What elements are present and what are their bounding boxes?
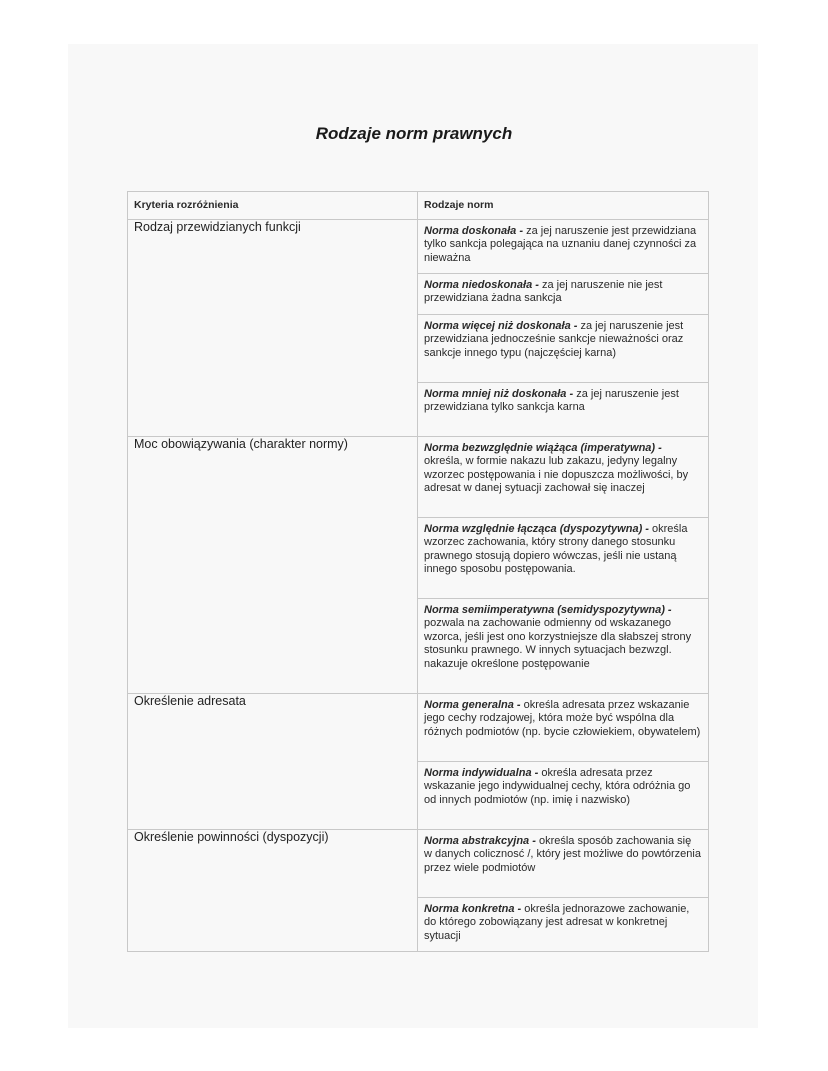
norm-name: Norma bezwzględnie wiążąca (imperatywna) - bbox=[424, 442, 662, 454]
table-row bbox=[128, 437, 709, 518]
criterion-cell: Rodzaj przewidzianych funkcji bbox=[128, 220, 418, 437]
norm-description: za jej naruszenie jest przewidziana jednocześnie sankcje nieważności oraz sankcje innego typu (najczęściej karna) bbox=[424, 320, 684, 359]
norm-cell bbox=[418, 274, 709, 315]
norm-name: Norma mniej niż doskonała - bbox=[424, 388, 574, 400]
norm-name: Norma indywidualna - bbox=[424, 767, 539, 779]
norm-name: Norma abstrakcyjna - bbox=[424, 835, 536, 847]
norm-description: pozwala na zachowanie odmienny od wskazanego wzorca, jeśli jest ono korzystniejsze dla słabszej strony stosunku prawnego. W innych sytuacjach bezwzgl. nakazuje określone postępowanie bbox=[424, 617, 692, 670]
table-row bbox=[128, 220, 709, 274]
norm-cell bbox=[418, 437, 709, 518]
norm-cell bbox=[418, 830, 709, 898]
table-header-row bbox=[128, 192, 709, 220]
criterion-cell: Określenie powinności (dyspozycji) bbox=[128, 830, 418, 952]
norm-description: określa, w formie nakazu lub zakazu, jedyny legalny wzorzec postępowania i nie dopuszcza możliwości, by adresat w danej sytuacji zachował się inaczej bbox=[424, 455, 689, 495]
table-row bbox=[128, 694, 709, 762]
norm-description: określa adresata przez wskazanie jego indywidualnej cechy, która odróżnia go od innych podmiotów (np. imię i nazwisko) bbox=[424, 767, 691, 806]
norm-name: Norma niedoskonała - bbox=[424, 279, 539, 291]
norm-cell bbox=[418, 220, 709, 274]
header-norm-types: Rodzaje norm bbox=[418, 192, 709, 220]
criterion-cell: Moc obowiązywania (charakter normy) bbox=[128, 437, 418, 694]
header-criteria: Kryteria rozróżnienia bbox=[128, 192, 418, 220]
norm-description: określa adresata przez wskazanie jego cechy rodzajowej, która może być wspólna dla różnych podmiotów (np. bycie człowiekiem, obywatelem) bbox=[424, 699, 701, 738]
criterion-cell: Określenie adresata bbox=[128, 694, 418, 830]
norm-cell bbox=[418, 762, 709, 830]
norms-table bbox=[127, 191, 709, 952]
norm-name: Norma generalna - bbox=[424, 699, 521, 711]
norm-cell bbox=[418, 694, 709, 762]
norm-description: za jej naruszenie nie jest przewidziana żadna sankcja bbox=[424, 279, 663, 305]
norm-cell bbox=[418, 518, 709, 599]
norm-cell bbox=[418, 599, 709, 694]
norm-description: za jej naruszenie jest przewidziana tylko sankcja karna bbox=[424, 388, 679, 414]
norm-name: Norma semiimperatywna (semidyspozytywna) - bbox=[424, 604, 672, 616]
norm-name: Norma doskonała - bbox=[424, 225, 524, 237]
norm-cell bbox=[418, 383, 709, 437]
norm-description: określa wzorzec zachowania, który strony danego stosunku prawnego stosują dopiero wówczas, jeśli nie ustaną innego sposobu postępowania. bbox=[424, 523, 688, 576]
norm-name: Norma konkretna - bbox=[424, 903, 522, 915]
table-row bbox=[128, 830, 709, 898]
norm-name: Norma względnie łącząca (dyspozytywna) - bbox=[424, 523, 649, 535]
norm-cell bbox=[418, 315, 709, 383]
norm-cell bbox=[418, 898, 709, 952]
page-title: Rodzaje norm prawnych bbox=[315, 124, 513, 143]
norm-description: określa jednorazowe zachowanie, do którego zobowiązany jest adresat w konkretnej sytuacji bbox=[424, 903, 690, 942]
norm-description: za jej naruszenie jest przewidziana tylko sankcja polegająca na uznaniu danej czynności za nieważna bbox=[424, 225, 697, 264]
norm-name: Norma więcej niż doskonała - bbox=[424, 320, 578, 332]
norm-description: określa sposób zachowania się w danych colicznosć /, który jest możliwe do powtórzenia przez wiele podmiotów bbox=[424, 835, 701, 874]
